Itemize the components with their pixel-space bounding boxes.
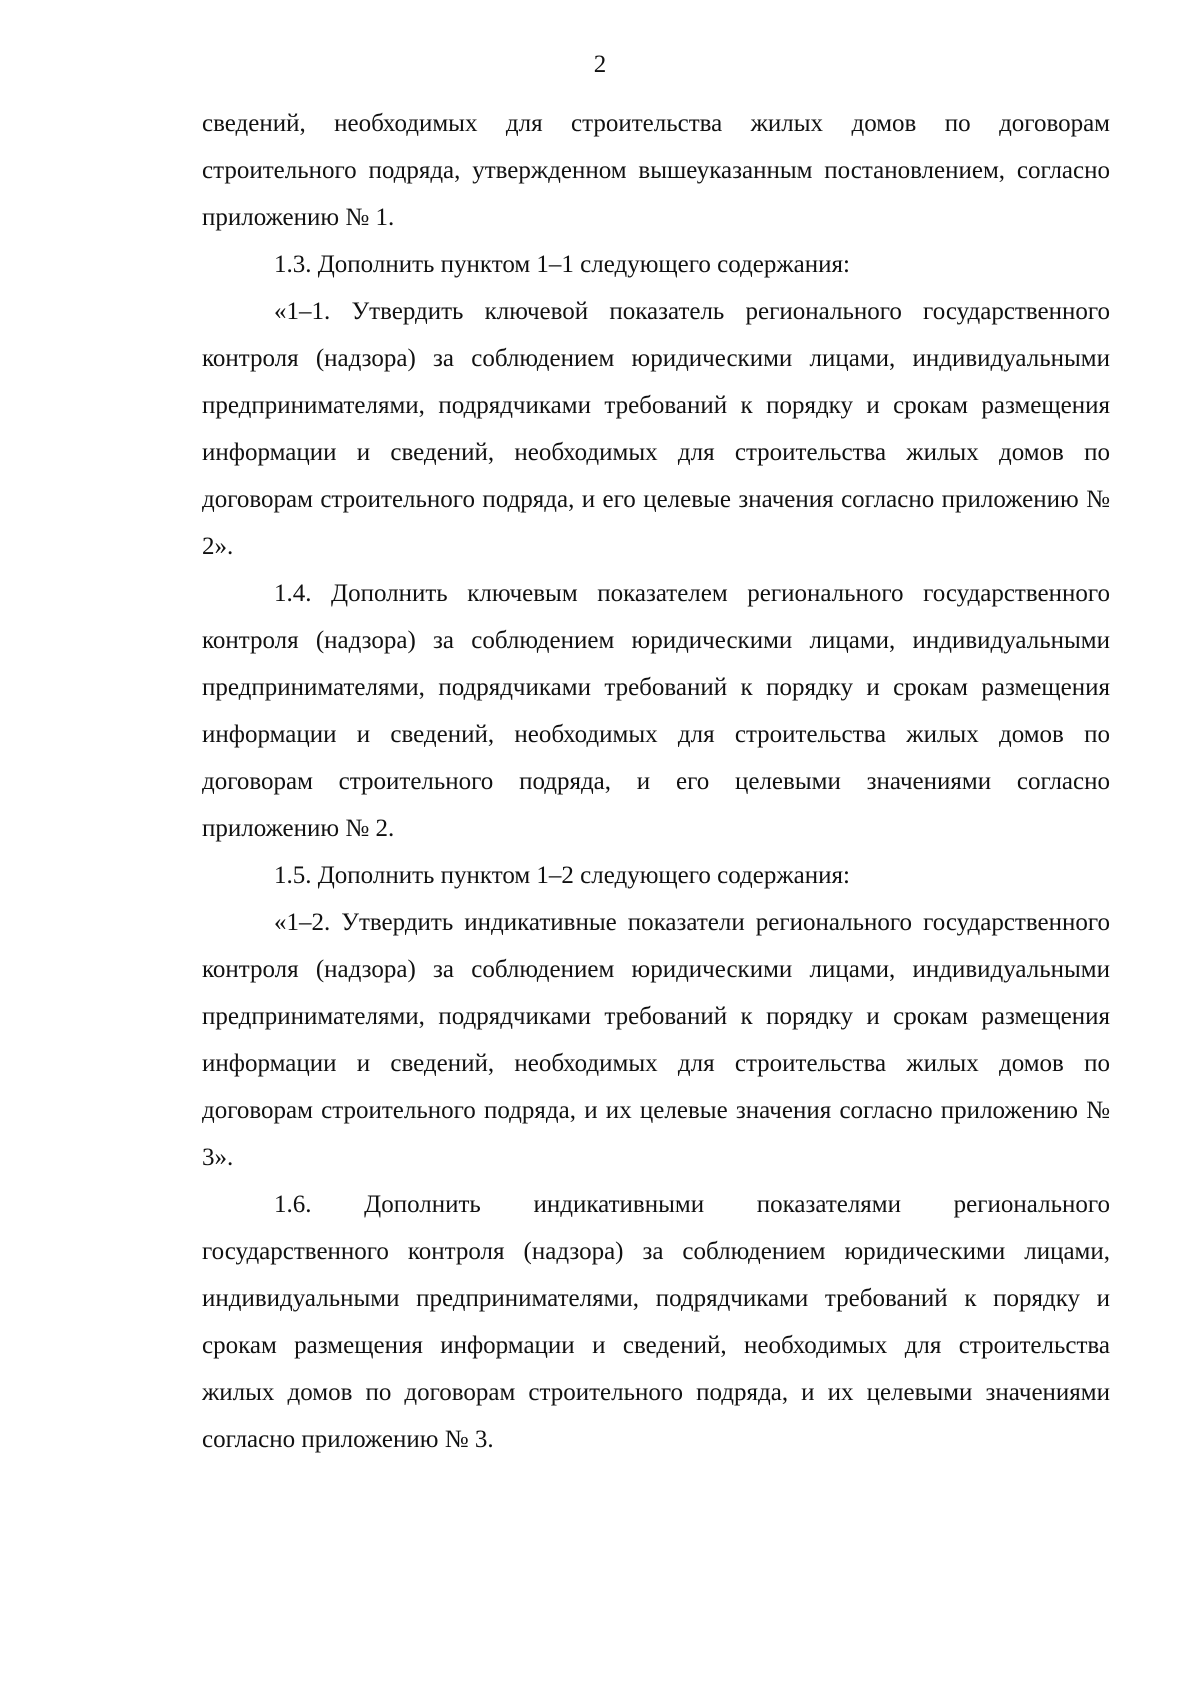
paragraph-1-1-quote: «1–1. Утвердить ключевой показатель регионального государственного контроля (надзора) за соблюдением юридическими лицами, индивидуальными предпринимателями, подрядчиками требований к порядку и срокам размещения информации и сведений, необходимых для строительства жилых домов по договорам строительного подряда, и его целевые значения согласно приложению № 2». <box>202 298 1110 560</box>
document-body <box>202 100 1110 1463</box>
paragraph-1-6: 1.6. Дополнить индикативными показателями регионального государственного контроля (надзора) за соблюдением юридическими лицами, индивидуальными предпринимателями, подрядчиками требований к порядку и срокам размещения информации и сведений, необходимых для строительства жилых домов по договорам строительного подряда, и их целевыми значениями согласно приложению № 3. <box>202 1191 1110 1453</box>
paragraph-1-3: 1.3. Дополнить пунктом 1–1 следующего содержания: <box>274 251 850 278</box>
paragraph-1-2-quote: «1–2. Утвердить индикативные показатели регионального государственного контроля (надзора) за соблюдением юридическими лицами, индивидуальными предпринимателями, подрядчиками требований к порядку и срокам размещения информации и сведений, необходимых для строительства жилых домов по договорам строительного подряда, и их целевые значения согласно приложению № 3». <box>202 909 1110 1171</box>
page-number: 2 <box>593 51 607 78</box>
paragraph-1-4: 1.4. Дополнить ключевым показателем регионального государственного контроля (надзора) за соблюдением юридическими лицами, индивидуальными предпринимателями, подрядчиками требований к порядку и срокам размещения информации и сведений, необходимых для строительства жилых домов по договорам строительного подряда, и его целевыми значениями согласно приложению № 2. <box>202 580 1110 842</box>
paragraph-1-5: 1.5. Дополнить пунктом 1–2 следующего содержания: <box>274 862 850 889</box>
paragraph-continuation: сведений, необходимых для строительства жилых домов по договорам строительного подряда, утвержденном вышеуказанным постановлением, согласно приложению № 1. <box>202 110 1110 231</box>
